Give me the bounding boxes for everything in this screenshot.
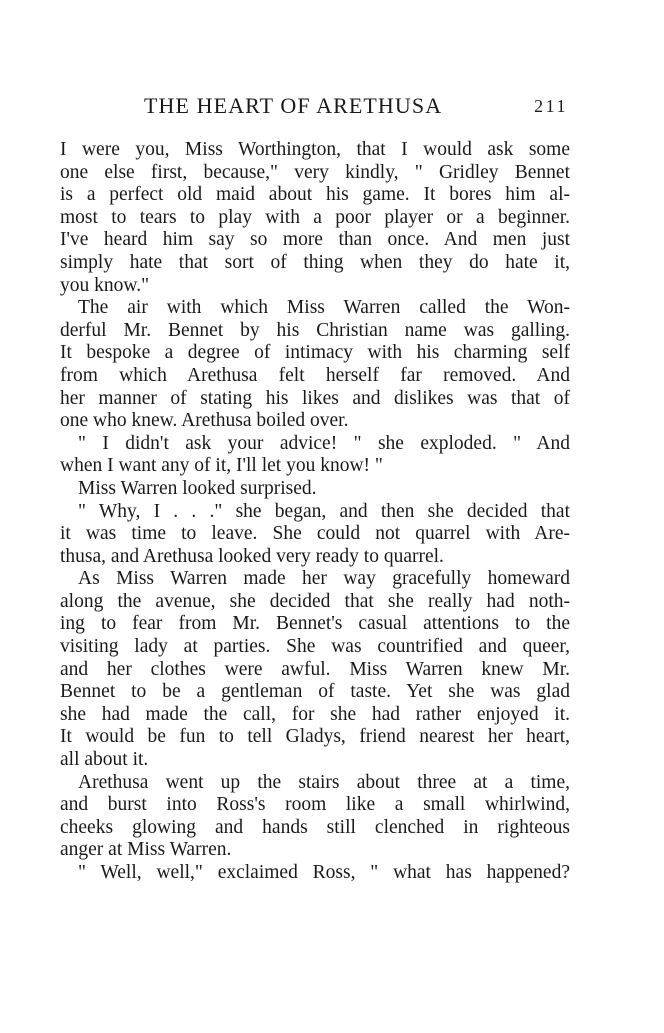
text-line: " Why, I . . ." she began, and then she decided that	[78, 500, 570, 522]
text-line: most to tears to play with a poor player or a beginner.	[60, 206, 570, 228]
text-line: Miss Warren looked surprised.	[78, 477, 317, 499]
text-line: Bennet to be a gentleman of taste. Yet she was glad	[60, 681, 570, 703]
text-line: derful Mr. Bennet by his Christian name was galling.	[60, 319, 570, 341]
text-line: from which Arethusa felt herself far removed. And	[60, 364, 570, 386]
text-line: one who knew. Arethusa boiled over.	[60, 410, 349, 432]
text-line: when I want any of it, I'll let you know! "	[60, 455, 383, 477]
text-line: is a perfect old maid about his game. It bores him al-	[60, 184, 570, 206]
text-line: I've heard him say so more than once. And men just	[60, 229, 570, 251]
text-line: The air with which Miss Warren called the Won-	[78, 297, 570, 319]
text-line: It would be fun to tell Gladys, friend nearest her heart,	[60, 726, 570, 748]
text-line: thusa, and Arethusa looked very ready to quarrel.	[60, 545, 444, 567]
text-line: and burst into Ross's room like a small whirlwind,	[60, 794, 570, 816]
running-title: THE HEART OF ARETHUSA	[144, 93, 443, 118]
text-line: visiting lady at parties. She was countrified and queer,	[60, 636, 570, 658]
text-line: I were you, Miss Worthington, that I would ask some	[60, 139, 570, 160]
text-line: she had made the call, for she had rather enjoyed it.	[60, 703, 570, 725]
page-number: 211	[534, 96, 568, 116]
running-header	[60, 93, 570, 123]
body-text	[60, 139, 570, 885]
text-line: ing to fear from Mr. Bennet's casual attentions to the	[60, 613, 570, 635]
text-line: all about it.	[60, 749, 149, 771]
text-line: simply hate that sort of thing when they do hate it,	[60, 251, 570, 273]
text-line: " I didn't ask your advice! " she exploded. " And	[78, 432, 570, 454]
text-line: one else first, because," very kindly, " Gridley Bennet	[60, 161, 570, 183]
text-line: along the avenue, she decided that she really had noth-	[60, 590, 570, 612]
text-line: it was time to leave. She could not quarrel with Are-	[60, 523, 570, 545]
text-line: anger at Miss Warren.	[60, 839, 232, 861]
text-line: It bespoke a degree of intimacy with his charming self	[60, 342, 570, 364]
text-line: " Well, well," exclaimed Ross, " what has happened?	[78, 862, 570, 883]
text-line: and her clothes were awful. Miss Warren knew Mr.	[60, 658, 570, 680]
text-line: you know."	[60, 274, 150, 296]
text-line: cheeks glowing and hands still clenched in righteous	[60, 816, 570, 838]
text-line: her manner of stating his likes and dislikes was that of	[60, 387, 570, 409]
text-line: Arethusa went up the stairs about three at a time,	[78, 771, 570, 793]
text-line: As Miss Warren made her way gracefully homeward	[78, 568, 570, 590]
